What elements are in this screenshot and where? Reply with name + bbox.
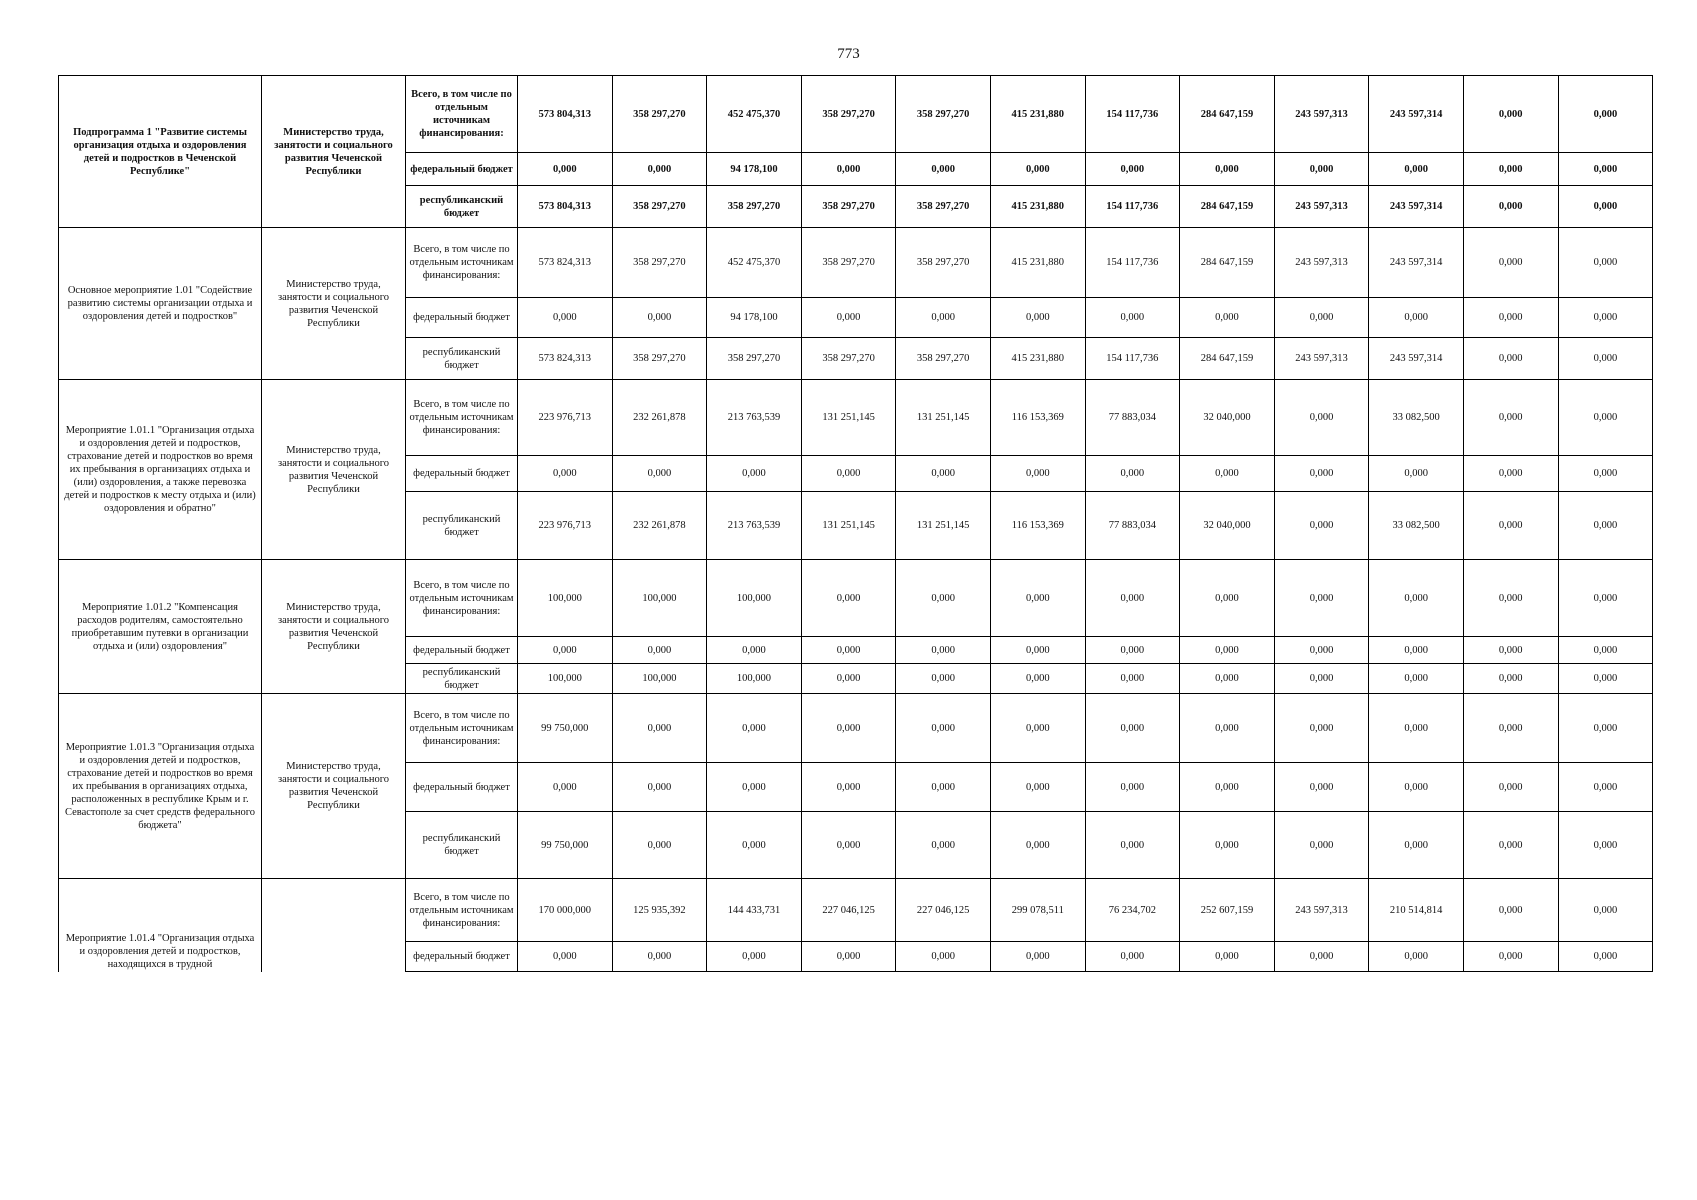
amount-cell: 0,000	[1085, 456, 1180, 492]
amount-cell: 210 514,814	[1369, 879, 1464, 942]
amount-cell: 252 607,159	[1180, 879, 1275, 942]
amount-cell: 0,000	[1463, 637, 1558, 664]
amount-cell: 0,000	[518, 942, 613, 972]
amount-cell: 0,000	[990, 153, 1085, 186]
amount-cell: 0,000	[1558, 812, 1653, 879]
amount-cell: 0,000	[707, 942, 802, 972]
amount-cell: 0,000	[896, 664, 991, 694]
amount-cell: 116 153,369	[990, 380, 1085, 456]
amount-cell: 0,000	[1463, 492, 1558, 560]
amount-cell: 99 750,000	[518, 694, 613, 763]
executor-cell: Министерство труда, занятости и социального развития Чеченской Республики	[262, 694, 406, 879]
amount-cell: 0,000	[896, 560, 991, 637]
amount-cell: 0,000	[707, 456, 802, 492]
amount-cell: 243 597,313	[1274, 186, 1369, 228]
amount-cell: 0,000	[1463, 560, 1558, 637]
amount-cell: 243 597,314	[1369, 228, 1464, 298]
amount-cell: 0,000	[1274, 298, 1369, 338]
amount-cell: 0,000	[1463, 812, 1558, 879]
table-row	[59, 879, 1653, 942]
program-name-cell: Мероприятие 1.01.4 "Организация отдыха и оздоровления детей и подростков, находящихся в трудной	[59, 879, 262, 972]
amount-cell: 0,000	[1463, 338, 1558, 380]
amount-cell: 243 597,313	[1274, 228, 1369, 298]
amount-cell: 0,000	[896, 456, 991, 492]
amount-cell: 573 804,313	[518, 186, 613, 228]
amount-cell: 0,000	[896, 637, 991, 664]
amount-cell: 0,000	[1463, 228, 1558, 298]
amount-cell: 243 597,313	[1274, 879, 1369, 942]
amount-cell: 0,000	[990, 763, 1085, 812]
amount-cell: 100,000	[612, 664, 707, 694]
amount-cell: 0,000	[1085, 694, 1180, 763]
amount-cell: 144 433,731	[707, 879, 802, 942]
amount-cell: 299 078,511	[990, 879, 1085, 942]
amount-cell: 131 251,145	[801, 380, 896, 456]
amount-cell: 0,000	[612, 812, 707, 879]
amount-cell: 0,000	[612, 942, 707, 972]
funding-source-cell: Всего, в том числе по отдельным источникам финансирования:	[406, 879, 518, 942]
funding-source-cell: федеральный бюджет	[406, 153, 518, 186]
amount-cell: 0,000	[518, 763, 613, 812]
amount-cell: 0,000	[1274, 560, 1369, 637]
amount-cell: 0,000	[990, 637, 1085, 664]
amount-cell: 358 297,270	[707, 338, 802, 380]
amount-cell: 0,000	[1558, 763, 1653, 812]
amount-cell: 0,000	[1558, 338, 1653, 380]
amount-cell: 0,000	[1558, 456, 1653, 492]
funding-source-cell: федеральный бюджет	[406, 298, 518, 338]
amount-cell: 358 297,270	[896, 338, 991, 380]
amount-cell: 0,000	[1369, 637, 1464, 664]
funding-source-cell: Всего, в том числе по отдельным источникам финансирования:	[406, 76, 518, 153]
amount-cell: 0,000	[1369, 456, 1464, 492]
amount-cell: 0,000	[1369, 942, 1464, 972]
funding-source-cell: республиканский бюджет	[406, 664, 518, 694]
amount-cell: 0,000	[1274, 637, 1369, 664]
amount-cell: 223 976,713	[518, 492, 613, 560]
amount-cell: 243 597,314	[1369, 76, 1464, 153]
amount-cell: 0,000	[612, 637, 707, 664]
amount-cell: 0,000	[1369, 812, 1464, 879]
amount-cell: 358 297,270	[896, 228, 991, 298]
amount-cell: 0,000	[1274, 942, 1369, 972]
amount-cell: 284 647,159	[1180, 186, 1275, 228]
amount-cell: 0,000	[1180, 812, 1275, 879]
funding-source-cell: федеральный бюджет	[406, 456, 518, 492]
amount-cell: 131 251,145	[801, 492, 896, 560]
amount-cell: 415 231,880	[990, 338, 1085, 380]
amount-cell: 0,000	[896, 694, 991, 763]
amount-cell: 33 082,500	[1369, 492, 1464, 560]
amount-cell: 0,000	[1274, 812, 1369, 879]
amount-cell: 0,000	[518, 298, 613, 338]
table-row	[59, 380, 1653, 456]
amount-cell: 0,000	[801, 637, 896, 664]
amount-cell: 415 231,880	[990, 186, 1085, 228]
amount-cell: 0,000	[1274, 492, 1369, 560]
amount-cell: 573 824,313	[518, 228, 613, 298]
amount-cell: 76 234,702	[1085, 879, 1180, 942]
amount-cell: 0,000	[1558, 879, 1653, 942]
amount-cell: 232 261,878	[612, 380, 707, 456]
amount-cell: 227 046,125	[896, 879, 991, 942]
amount-cell: 0,000	[896, 153, 991, 186]
amount-cell: 0,000	[1558, 637, 1653, 664]
amount-cell: 116 153,369	[990, 492, 1085, 560]
amount-cell: 0,000	[1463, 456, 1558, 492]
program-name-cell: Мероприятие 1.01.2 "Компенсация расходов родителям, самостоятельно приобретавшим путевки в организации отдыха и (или) оздоровления"	[59, 560, 262, 694]
amount-cell: 0,000	[990, 298, 1085, 338]
table-row	[59, 76, 1653, 153]
amount-cell: 573 824,313	[518, 338, 613, 380]
amount-cell: 358 297,270	[801, 186, 896, 228]
amount-cell: 0,000	[990, 812, 1085, 879]
amount-cell: 0,000	[612, 153, 707, 186]
amount-cell: 284 647,159	[1180, 76, 1275, 153]
funding-source-cell: федеральный бюджет	[406, 763, 518, 812]
amount-cell: 573 804,313	[518, 76, 613, 153]
amount-cell: 0,000	[896, 812, 991, 879]
amount-cell: 0,000	[801, 812, 896, 879]
amount-cell: 0,000	[707, 637, 802, 664]
program-name-cell: Основное мероприятие 1.01 "Содействие развитию системы организации отдыха и оздоровления детей и подростков"	[59, 228, 262, 380]
amount-cell: 33 082,500	[1369, 380, 1464, 456]
funding-source-cell: республиканский бюджет	[406, 492, 518, 560]
amount-cell: 0,000	[1558, 560, 1653, 637]
amount-cell: 358 297,270	[801, 338, 896, 380]
funding-source-cell: федеральный бюджет	[406, 637, 518, 664]
amount-cell: 0,000	[1463, 186, 1558, 228]
amount-cell: 77 883,034	[1085, 492, 1180, 560]
funding-source-cell: Всего, в том числе по отдельным источникам финансирования:	[406, 694, 518, 763]
amount-cell: 0,000	[801, 298, 896, 338]
amount-cell: 0,000	[1180, 763, 1275, 812]
amount-cell: 232 261,878	[612, 492, 707, 560]
amount-cell: 0,000	[1274, 763, 1369, 812]
amount-cell: 243 597,313	[1274, 76, 1369, 153]
amount-cell: 100,000	[518, 560, 613, 637]
amount-cell: 0,000	[1558, 186, 1653, 228]
amount-cell: 0,000	[1085, 153, 1180, 186]
amount-cell: 0,000	[1463, 153, 1558, 186]
funding-source-cell: Всего, в том числе по отдельным источникам финансирования:	[406, 228, 518, 298]
amount-cell: 223 976,713	[518, 380, 613, 456]
table-body	[59, 76, 1653, 972]
amount-cell: 100,000	[518, 664, 613, 694]
amount-cell: 358 297,270	[801, 228, 896, 298]
amount-cell: 32 040,000	[1180, 492, 1275, 560]
executor-cell: Министерство труда, занятости и социального развития Чеченской Республики	[262, 228, 406, 380]
amount-cell: 0,000	[1274, 694, 1369, 763]
funding-source-cell: федеральный бюджет	[406, 942, 518, 972]
amount-cell: 0,000	[1180, 456, 1275, 492]
amount-cell: 0,000	[1180, 637, 1275, 664]
amount-cell: 227 046,125	[801, 879, 896, 942]
amount-cell: 0,000	[1180, 664, 1275, 694]
amount-cell: 358 297,270	[896, 186, 991, 228]
amount-cell: 0,000	[801, 560, 896, 637]
amount-cell: 0,000	[518, 153, 613, 186]
table-row	[59, 694, 1653, 763]
program-name-cell: Подпрограмма 1 "Развитие системы организация отдыха и оздоровления детей и подростков в Чеченской Республике"	[59, 76, 262, 228]
amount-cell: 0,000	[1369, 298, 1464, 338]
amount-cell: 131 251,145	[896, 492, 991, 560]
amount-cell: 0,000	[612, 763, 707, 812]
amount-cell: 125 935,392	[612, 879, 707, 942]
amount-cell: 154 117,736	[1085, 228, 1180, 298]
amount-cell: 0,000	[1085, 560, 1180, 637]
executor-cell: Министерство труда, занятости и социального развития Чеченской Республики	[262, 76, 406, 228]
amount-cell: 0,000	[990, 456, 1085, 492]
amount-cell: 0,000	[518, 637, 613, 664]
executor-cell: Министерство труда, занятости и социального развития Чеченской Республики	[262, 380, 406, 560]
program-name-cell: Мероприятие 1.01.1 "Организация отдыха и оздоровления детей и подростков, страхование детей и подростков во время их пребывания в организациях отдыха и (или) оздоровления, а также перевозка детей и подростков к месту отдыха и (или) оздоровления и обратно"	[59, 380, 262, 560]
amount-cell: 0,000	[1558, 664, 1653, 694]
amount-cell: 243 597,313	[1274, 338, 1369, 380]
amount-cell: 0,000	[801, 456, 896, 492]
amount-cell: 284 647,159	[1180, 228, 1275, 298]
amount-cell: 0,000	[896, 942, 991, 972]
amount-cell: 0,000	[1463, 380, 1558, 456]
amount-cell: 0,000	[1463, 76, 1558, 153]
amount-cell: 0,000	[1274, 380, 1369, 456]
funding-source-cell: Всего, в том числе по отдельным источникам финансирования:	[406, 560, 518, 637]
amount-cell: 0,000	[518, 456, 613, 492]
amount-cell: 0,000	[1180, 560, 1275, 637]
amount-cell: 32 040,000	[1180, 380, 1275, 456]
amount-cell: 0,000	[1558, 942, 1653, 972]
amount-cell: 100,000	[612, 560, 707, 637]
amount-cell: 170 000,000	[518, 879, 613, 942]
amount-cell: 0,000	[1369, 694, 1464, 763]
amount-cell: 358 297,270	[612, 76, 707, 153]
amount-cell: 0,000	[1369, 763, 1464, 812]
amount-cell: 0,000	[1463, 694, 1558, 763]
table-row	[59, 560, 1653, 637]
amount-cell: 0,000	[801, 694, 896, 763]
amount-cell: 0,000	[612, 298, 707, 338]
amount-cell: 0,000	[801, 942, 896, 972]
amount-cell: 0,000	[1558, 228, 1653, 298]
amount-cell: 0,000	[1085, 763, 1180, 812]
amount-cell: 0,000	[1085, 664, 1180, 694]
amount-cell: 284 647,159	[1180, 338, 1275, 380]
amount-cell: 243 597,314	[1369, 338, 1464, 380]
amount-cell: 0,000	[1463, 879, 1558, 942]
amount-cell: 0,000	[1558, 694, 1653, 763]
amount-cell: 0,000	[612, 694, 707, 763]
table-row	[59, 228, 1653, 298]
amount-cell: 100,000	[707, 664, 802, 694]
amount-cell: 213 763,539	[707, 380, 802, 456]
amount-cell: 358 297,270	[801, 76, 896, 153]
amount-cell: 0,000	[1085, 637, 1180, 664]
amount-cell: 94 178,100	[707, 153, 802, 186]
amount-cell: 0,000	[1558, 153, 1653, 186]
amount-cell: 0,000	[1180, 694, 1275, 763]
program-name-cell: Мероприятие 1.01.3 "Организация отдыха и оздоровления детей и подростков, страхование детей и подростков во время их пребывания в организациях отдыха, расположенных в республике Крым и г. Севастополе за счет средств федерального бюджета"	[59, 694, 262, 879]
amount-cell: 358 297,270	[612, 186, 707, 228]
amount-cell: 0,000	[1369, 560, 1464, 637]
amount-cell: 213 763,539	[707, 492, 802, 560]
amount-cell: 0,000	[1558, 492, 1653, 560]
funding-source-cell: республиканский бюджет	[406, 186, 518, 228]
amount-cell: 415 231,880	[990, 228, 1085, 298]
amount-cell: 154 117,736	[1085, 186, 1180, 228]
amount-cell: 0,000	[990, 942, 1085, 972]
funding-source-cell: Всего, в том числе по отдельным источникам финансирования:	[406, 380, 518, 456]
amount-cell: 0,000	[1463, 763, 1558, 812]
amount-cell: 0,000	[707, 812, 802, 879]
amount-cell: 0,000	[1085, 298, 1180, 338]
amount-cell: 0,000	[1463, 664, 1558, 694]
amount-cell: 154 117,736	[1085, 76, 1180, 153]
amount-cell: 0,000	[1085, 942, 1180, 972]
budget-table	[58, 75, 1653, 972]
funding-source-cell: республиканский бюджет	[406, 338, 518, 380]
amount-cell: 99 750,000	[518, 812, 613, 879]
amount-cell: 154 117,736	[1085, 338, 1180, 380]
amount-cell: 0,000	[612, 456, 707, 492]
amount-cell: 0,000	[1558, 380, 1653, 456]
amount-cell: 358 297,270	[612, 338, 707, 380]
amount-cell: 358 297,270	[707, 186, 802, 228]
amount-cell: 0,000	[801, 664, 896, 694]
amount-cell: 0,000	[1369, 153, 1464, 186]
amount-cell: 0,000	[1274, 153, 1369, 186]
amount-cell: 0,000	[801, 153, 896, 186]
funding-source-cell: республиканский бюджет	[406, 812, 518, 879]
amount-cell: 0,000	[707, 694, 802, 763]
amount-cell: 0,000	[990, 694, 1085, 763]
amount-cell: 94 178,100	[707, 298, 802, 338]
amount-cell: 358 297,270	[896, 76, 991, 153]
amount-cell: 0,000	[1558, 76, 1653, 153]
amount-cell: 358 297,270	[612, 228, 707, 298]
amount-cell: 0,000	[1180, 298, 1275, 338]
amount-cell: 0,000	[1558, 298, 1653, 338]
amount-cell: 452 475,370	[707, 228, 802, 298]
amount-cell: 0,000	[990, 664, 1085, 694]
amount-cell: 0,000	[707, 763, 802, 812]
amount-cell: 131 251,145	[896, 380, 991, 456]
amount-cell: 0,000	[1369, 664, 1464, 694]
amount-cell: 0,000	[896, 763, 991, 812]
amount-cell: 0,000	[1463, 942, 1558, 972]
amount-cell: 0,000	[1180, 942, 1275, 972]
amount-cell: 0,000	[1274, 664, 1369, 694]
amount-cell: 0,000	[801, 763, 896, 812]
amount-cell: 0,000	[1180, 153, 1275, 186]
amount-cell: 243 597,314	[1369, 186, 1464, 228]
amount-cell: 0,000	[1274, 456, 1369, 492]
executor-cell: Министерство труда, занятости и социального развития Чеченской Республики	[262, 560, 406, 694]
executor-cell	[262, 879, 406, 972]
amount-cell: 0,000	[1463, 298, 1558, 338]
amount-cell: 100,000	[707, 560, 802, 637]
amount-cell: 415 231,880	[990, 76, 1085, 153]
amount-cell: 0,000	[990, 560, 1085, 637]
amount-cell: 0,000	[1085, 812, 1180, 879]
page-number: 773	[837, 46, 860, 62]
amount-cell: 0,000	[896, 298, 991, 338]
amount-cell: 77 883,034	[1085, 380, 1180, 456]
amount-cell: 452 475,370	[707, 76, 802, 153]
